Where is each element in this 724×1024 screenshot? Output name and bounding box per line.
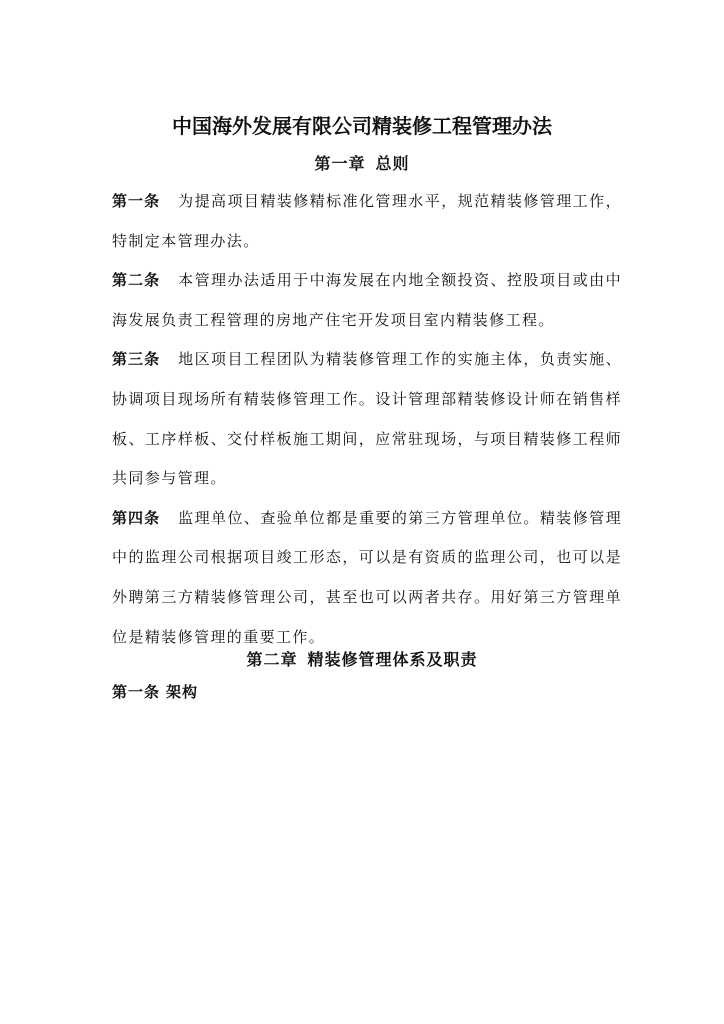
article-label: 第一条 (112, 683, 161, 701)
article-label: 第二条 (112, 271, 161, 290)
article-text: 架构 (166, 683, 199, 701)
article-paragraph (112, 182, 622, 261)
article-label: 第四条 (112, 508, 161, 527)
chapter-2-article-1 (112, 680, 198, 704)
chapter-name: 精装修管理体系及职责 (307, 650, 478, 669)
chapter-heading-2 (0, 648, 724, 672)
chapter-1-body (112, 182, 622, 657)
article-text: 监理单位、查验单位都是重要的第三方管理单位。精装修管理中的监理公司根据项目竣工形态，可以是有资质的监理公司，也可以是外聘第三方精装修管理公司，甚至也可以两者共存。用好第三方管理单位是精装修管理的重要工作。 (112, 508, 622, 646)
article-paragraph (112, 340, 622, 498)
chapter-name: 总则 (375, 154, 410, 173)
article-text: 地区项目工程团队为精装修管理工作的实施主体，负责实施、协调项目现场所有精装修管理工作。设计管理部精装修设计师在销售样板、工序样板、交付样板施工期间，应常驻现场，与项目精装修工程师共同参与管理。 (112, 350, 622, 488)
chapter-number: 第二章 (246, 650, 298, 669)
article-paragraph (112, 499, 622, 657)
article-text: 本管理办法适用于中海发展在内地全额投资、控股项目或由中海发展负责工程管理的房地产住宅开发项目室内精装修工程。 (112, 271, 622, 329)
article-text: 为提高项目精装修精标准化管理水平，规范精装修管理工作，特制定本管理办法。 (112, 192, 622, 250)
chapter-heading-1 (0, 152, 724, 176)
article-paragraph (112, 261, 622, 340)
document-title: 中国海外发展有限公司精装修工程管理办法 (172, 114, 552, 138)
article-label: 第三条 (112, 350, 161, 369)
article-label: 第一条 (112, 192, 161, 210)
chapter-number: 第一章 (314, 154, 366, 173)
